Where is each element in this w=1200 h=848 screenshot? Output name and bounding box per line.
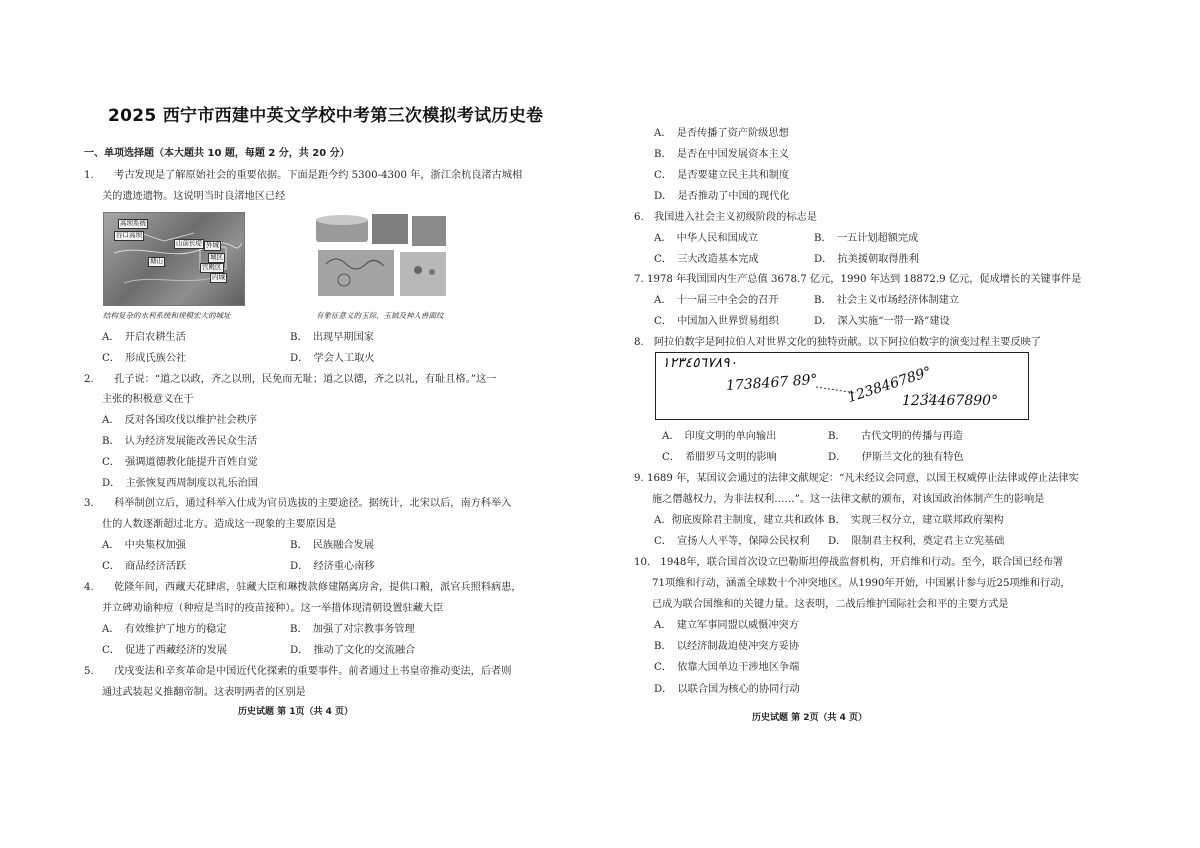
q10-stem-line-2: 71项维和行动，涵盖全球数十个冲突地区。从1990年开始，中国累计参与近25项维和行动， bbox=[652, 578, 1071, 589]
q4-stem-line-1: 4. 乾隆年间，西藏天花肆虐，驻藏大臣和琳拨款修建隔离房舍，提供口粮，派官兵照料病患， bbox=[84, 582, 522, 593]
q8-option-a[interactable]: A． 印度文明的单向输出 bbox=[662, 431, 777, 442]
map-label-1: 高坝系统 bbox=[120, 219, 146, 227]
q2-option-d[interactable]: D． 主张恢复西周制度以礼乐治国 bbox=[102, 478, 258, 489]
q1-caption-left: 结构复杂的水利系统和规模宏大的城址 bbox=[103, 311, 231, 320]
q4-option-d[interactable]: D． 推动了文化的交流融合 bbox=[290, 645, 416, 656]
map-label-7: 宫殿区 bbox=[202, 263, 222, 271]
q7-option-b[interactable]: B． 社会主义市场经济体制建立 bbox=[814, 295, 960, 306]
q6-stem: 6. 我国进入社会主义初级阶段的标志是 bbox=[634, 212, 817, 223]
map-label-8: 内城 bbox=[212, 273, 225, 281]
q9-option-b[interactable]: B． 实现三权分立，建立联邦政府架构 bbox=[828, 515, 1004, 526]
q8-option-d[interactable]: D． 伊斯兰文化的独有特色 bbox=[828, 452, 964, 463]
q10-option-b[interactable]: B． 以经济制裁迫使冲突方妥协 bbox=[654, 641, 800, 652]
q2-option-a[interactable]: A． 反对各国攻伐以维护社会秩序 bbox=[102, 415, 258, 426]
q8-option-b[interactable]: B． 古代文明的传播与再造 bbox=[828, 431, 963, 442]
q9-option-a[interactable]: A．彻底废除君主制度，建立共和政体 bbox=[654, 515, 825, 526]
q3-option-d[interactable]: D． 经济重心南移 bbox=[290, 561, 375, 572]
page-title: 2025 西宁市西建中英文学校中考第三次模拟考试历史卷 bbox=[108, 106, 544, 126]
map-label-4: 塘山 bbox=[150, 257, 163, 265]
q1-option-c[interactable]: C． 形成氏族公社 bbox=[102, 353, 187, 364]
jade-artifacts-graphic bbox=[314, 212, 448, 298]
q4-stem-line-2: 并立碑劝谕种痘（种痘是当时的疫苗接种）。这一举措体现清朝设置驻藏大臣 bbox=[102, 603, 444, 614]
q5-stem-line-1: 5. 戊戌变法和辛亥革命是中国近代化探索的重要事件。前者通过上书皇帝推动变法，后者则 bbox=[84, 666, 512, 677]
numeral-row-2: 1738467 89° bbox=[725, 371, 819, 395]
q10-stem-line-3: 已成为联合国维和的关键力量。这表明，二战后维护国际社会和平的主要方式是 bbox=[652, 599, 1009, 610]
q6-option-a[interactable]: A． 中华人民和国成立 bbox=[654, 233, 759, 244]
map-label-6: 城区 bbox=[210, 253, 223, 261]
q6-option-c[interactable]: C． 三大改造基本完成 bbox=[654, 254, 759, 265]
numeral-evolution-figure bbox=[655, 352, 1029, 420]
q9-stem-line-1: 9. 1689 年，某国议会通过的法律文献规定：“凡未经议会同意，以国王权威停止法律或停止法律实 bbox=[634, 473, 1079, 484]
q5-option-d[interactable]: D． 是否推动了中国的现代化 bbox=[654, 191, 790, 202]
q1-option-d[interactable]: D． 学会人工取火 bbox=[290, 353, 375, 364]
q3-option-b[interactable]: B． 民族融合发展 bbox=[290, 540, 374, 551]
q3-stem-line-2: 仕的人数逐渐超过北方。造成这一现象的主要原因是 bbox=[102, 519, 337, 530]
section-heading: 一、单项选择题（本大题共 10 题，每题 2 分，共 20 分） bbox=[84, 148, 350, 159]
q4-option-a[interactable]: A． 有效维护了地方的稳定 bbox=[102, 624, 227, 635]
q5-option-a[interactable]: A． 是否传播了资产阶级思想 bbox=[654, 128, 789, 139]
q1-stem-line-2: 关的遗迹遗物。这说明当时良渚地区已经 bbox=[102, 191, 286, 202]
q2-option-c[interactable]: C． 强调道德教化能提升百姓自觉 bbox=[102, 457, 258, 468]
numeral-row-4: 1234467890° bbox=[902, 393, 999, 409]
q4-option-b[interactable]: B． 加强了对宗教事务管理 bbox=[290, 624, 415, 635]
q3-option-a[interactable]: A． 中央集权加强 bbox=[102, 540, 186, 551]
q9-stem-line-2: 施之僭越权力，为非法权利……”。这一法律文献的颁布，对该国政治体制产生的影响是 bbox=[652, 494, 1045, 505]
map-label-3: 山前长堤 bbox=[176, 239, 202, 247]
q5-option-c[interactable]: C． 是否要建立民主共和制度 bbox=[654, 170, 790, 181]
q4-option-c[interactable]: C． 促进了西藏经济的发展 bbox=[102, 645, 227, 656]
jade-artifacts-photo bbox=[314, 212, 448, 298]
q5-stem-line-2: 通过武装起义推翻帝制。这表明两者的区别是 bbox=[102, 687, 306, 698]
q9-option-c[interactable]: C． 宣扬人人平等，保障公民权利 bbox=[654, 536, 810, 547]
q6-option-b[interactable]: B． 一五计划超额完成 bbox=[814, 233, 919, 244]
q9-option-d[interactable]: D． 限制君主权利，奠定君主立宪基础 bbox=[828, 536, 1005, 547]
q5-option-b[interactable]: B． 是否在中国发展资本主义 bbox=[654, 149, 789, 160]
q10-option-d[interactable]: D． 以联合国为核心的协同行动 bbox=[654, 684, 800, 695]
q1-option-b[interactable]: B． 出现早期国家 bbox=[290, 332, 374, 343]
evolution-arrows bbox=[656, 353, 1028, 419]
q3-option-c[interactable]: C． 商品经济活跃 bbox=[102, 561, 187, 572]
q10-option-c[interactable]: C． 依靠大国单边干涉地区争端 bbox=[654, 662, 800, 673]
q7-option-c[interactable]: C． 中国加入世界贸易组织 bbox=[654, 316, 779, 327]
map-label-2: 谷口高坝 bbox=[116, 231, 142, 239]
q10-option-a[interactable]: A． 建立军事同盟以威慑冲突方 bbox=[654, 620, 799, 631]
q2-option-b[interactable]: B． 认为经济发展能改善民众生活 bbox=[102, 436, 258, 447]
q7-stem: 7. 1978 年我国国内生产总值 3678.7 亿元，1990 年达到 18872.9 亿元，促成增长的关键事件是 bbox=[634, 274, 1082, 285]
q10-stem-line-1: 10. 1948年，联合国首次设立巴勒斯坦停战监督机构，开启维和行动。至今，联合国已经布署 bbox=[634, 557, 1064, 568]
q1-option-a[interactable]: A． 开启农耕生活 bbox=[102, 332, 186, 343]
q6-option-d[interactable]: D． 抗美援朝取得胜利 bbox=[814, 254, 919, 265]
numeral-row-3: 123846789° bbox=[845, 363, 934, 407]
numeral-row-arabic: ١٢٣٤٥٦٧٨٩٠ bbox=[662, 355, 738, 371]
map-label-5: 外城 bbox=[206, 241, 219, 249]
q8-option-c[interactable]: C． 希腊罗马文明的影响 bbox=[662, 452, 777, 463]
page-footer-right: 历史试题 第 2页（共 4 页） bbox=[752, 713, 868, 723]
q2-stem-line-1: 2. 孔子说：“道之以政，齐之以刑，民免而无耻；道之以德，齐之以礼，有耻且格。”这一 bbox=[84, 374, 497, 385]
q2-stem-line-2: 主张的积极意义在于 bbox=[102, 394, 194, 405]
q7-option-a[interactable]: A． 十一届三中全会的召开 bbox=[654, 295, 779, 306]
q1-caption-right: 有象征意义的玉琮、玉钺及神人兽面纹 bbox=[316, 311, 444, 320]
q7-option-d[interactable]: D． 深入实施“一带一路”建设 bbox=[814, 316, 950, 327]
q1-stem-line-1: 1. 考古发现是了解原始社会的重要依据。下面是距今约 5300-4300 年，浙江余杭良渚古城相 bbox=[84, 170, 523, 181]
q8-stem: 8. 阿拉伯数字是阿拉伯人对世界文化的独特贡献。以下阿拉伯数字的演变过程主要反映了 bbox=[634, 337, 1042, 348]
liangzhu-map-photo bbox=[103, 212, 245, 306]
q3-stem-line-1: 3. 科举制创立后，通过科举入仕成为官员选拔的主要途径。据统计，北宋以后，南方科举入 bbox=[84, 498, 512, 509]
page-1 bbox=[0, 0, 544, 848]
page-footer-left: 历史试题 第 1页（共 4 页） bbox=[238, 707, 354, 717]
